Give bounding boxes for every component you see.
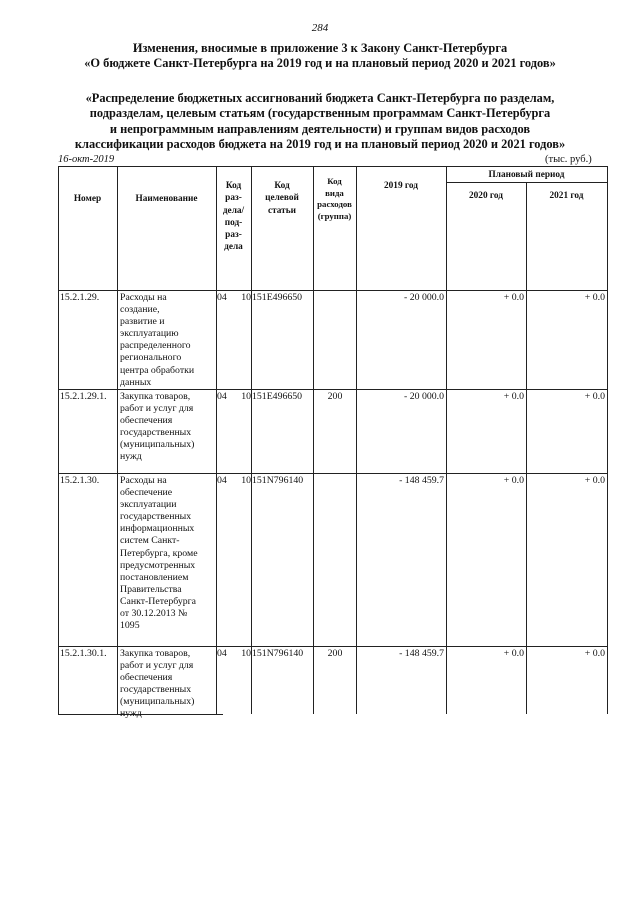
section-code: 04 (217, 475, 227, 486)
header-2021: 2021 год (549, 191, 584, 201)
header-2020: 2020 год (469, 191, 503, 201)
value-2019: - 20 000.0 (403, 292, 444, 303)
cell-line: Расходы на (120, 292, 167, 303)
grid-line (117, 166, 118, 714)
cell-line: нужд (120, 708, 142, 720)
target-code: 151N796140 (252, 475, 304, 486)
cell-line: информационных (120, 523, 195, 535)
grid-line (251, 166, 252, 714)
cell-line: предусмотренных (120, 559, 196, 571)
cell-line: эксплуатации (120, 499, 177, 511)
value-2020: + 0.0 (503, 391, 524, 402)
table-title-line: подразделам, целевым статьям (государственным программам Санкт-Петербурга (89, 106, 551, 121)
cell-line: постановлением (120, 571, 189, 583)
cell-line: Закупка товаров, (120, 648, 191, 659)
expense-kind: 200 (327, 391, 343, 402)
cell-line: (муниципальных) (120, 696, 195, 708)
grid-line (58, 389, 607, 390)
header-number: Номер (73, 194, 102, 204)
value-2020: + 0.0 (503, 648, 524, 659)
grid-line (526, 182, 527, 714)
row-number: 15.2.1.30. (60, 475, 100, 486)
header-target-code: Код целевой статьи (265, 181, 299, 216)
cell-line: Правительства (120, 583, 182, 595)
grid-line (313, 166, 314, 714)
cell-line: Санкт-Петербурга (120, 595, 197, 607)
target-code: 151N796140 (252, 648, 304, 659)
cell-line: нужд (120, 451, 142, 463)
value-2020: + 0.0 (503, 292, 524, 303)
subsection-code: 10 (241, 475, 251, 486)
value-2019: - 148 459.7 (399, 648, 444, 659)
grid-line (607, 166, 608, 714)
grid-line (58, 290, 607, 291)
table-title-line: классификации расходов бюджета на 2019 год и на плановый период 2020 и 2021 годов» (74, 137, 566, 152)
header-name: Наименование (135, 194, 198, 204)
row-name (120, 292, 215, 389)
header-planned-period: Плановый период (488, 170, 565, 180)
cell-line: эксплуатацию (120, 328, 179, 340)
subsection-code: 10 (241, 292, 251, 303)
row-number: 15.2.1.30.1. (60, 648, 107, 659)
value-2020: + 0.0 (503, 475, 524, 486)
cell-line: данных (120, 376, 152, 388)
section-code: 04 (217, 391, 227, 402)
cell-line: обеспечения (120, 415, 173, 427)
cell-line: систем Санкт- (120, 535, 180, 547)
table-title-line: и непрограммным направлениям деятельности) и группам видов расходов (109, 121, 531, 136)
value-2021: + 0.0 (584, 292, 605, 303)
cell-line: работ и услуг для (120, 660, 194, 672)
title-line: Изменения, вносимые в приложение 3 к Закону Санкт-Петербурга (132, 41, 508, 55)
row-number: 15.2.1.29. (60, 292, 100, 303)
title-line: «О бюджете Санкт-Петербурга на 2019 год и на плановый период 2020 и 2021 годов» (84, 56, 556, 71)
grid-line (216, 166, 217, 714)
grid-line (58, 646, 607, 647)
row-name (120, 475, 215, 632)
value-2019: - 148 459.7 (399, 475, 444, 486)
page-number: 284 (311, 22, 329, 34)
grid-line (446, 166, 447, 714)
header-section-code: Код раз- дела/ под- раз- дела (222, 181, 245, 253)
section-code: 04 (217, 648, 227, 659)
row-number: 15.2.1.29.1. (60, 391, 107, 402)
cell-line: регионального (120, 352, 182, 364)
cell-line: 1095 (120, 620, 140, 632)
subsection-code: 10 (241, 648, 251, 659)
target-code: 151E496650 (252, 391, 303, 402)
grid-line (356, 166, 357, 714)
header-2019: 2019 год (384, 181, 418, 191)
value-2021: + 0.0 (584, 475, 605, 486)
table-title-line: «Распределение бюджетных ассигнований бюджета Санкт-Петербурга по разделам, (85, 91, 555, 105)
value-2019: - 20 000.0 (403, 391, 444, 402)
grid-line (58, 166, 607, 167)
cell-line: от 30.12.2013 № (120, 608, 188, 620)
cell-line: центра обработки (120, 364, 195, 376)
table-title (0, 91, 640, 153)
cell-line: обеспечения (120, 672, 173, 684)
target-code: 151E496650 (252, 292, 303, 303)
cell-line: работ и услуг для (120, 403, 194, 415)
section-code: 04 (217, 292, 227, 303)
units-label: (тыс. руб.) (545, 154, 592, 165)
cell-line: Петербурга, кроме (120, 547, 198, 559)
value-2021: + 0.0 (584, 648, 605, 659)
subsection-code: 10 (241, 391, 251, 402)
grid-line (58, 473, 607, 474)
expense-kind: 200 (327, 648, 343, 659)
cell-line: государственных (120, 684, 192, 696)
cell-line: развитие и (120, 316, 165, 328)
cell-line: Расходы на (120, 475, 167, 486)
row-name (120, 391, 215, 464)
grid-line (58, 166, 59, 714)
value-2021: + 0.0 (584, 391, 605, 402)
cell-line: государственных (120, 427, 192, 439)
cell-line: (муниципальных) (120, 439, 195, 451)
cell-line: создание, (120, 304, 160, 316)
row-name (120, 648, 215, 721)
document-title (0, 41, 640, 72)
cell-line: Закупка товаров, (120, 391, 191, 402)
cell-line: государственных (120, 511, 192, 523)
document-date: 16-окт-2019 (58, 154, 115, 165)
header-kind-code: Код вида расходов (группа) (317, 176, 352, 221)
cell-line: обеспечение (120, 487, 173, 499)
cell-line: распределенного (120, 340, 191, 352)
